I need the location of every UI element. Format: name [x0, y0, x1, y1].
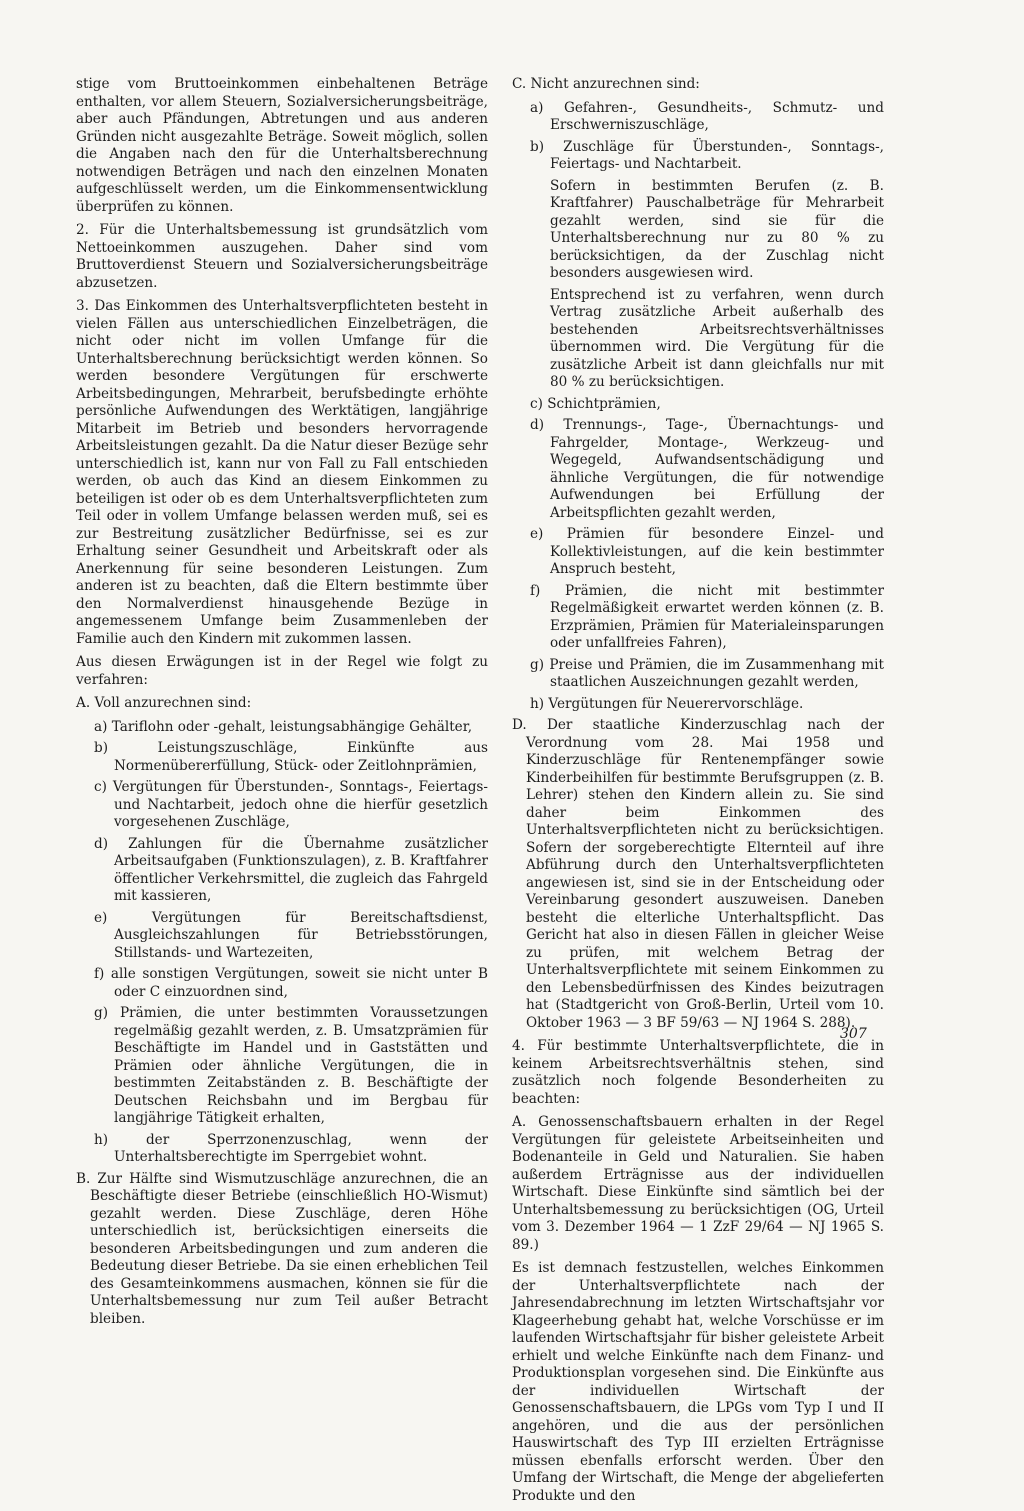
right-column-paragraph: Entsprechend ist zu verfahren, wenn durch Vertrag zusätzliche Arbeit außerhalb des bestehenden Arbeitsrechtsverhältnisses übernommen wird. Die Vergütung für die zusätzliche Arbeit ist dann gleichfalls nur mit 80 % zu berücksichtigen.: [550, 286, 884, 390]
left-column-paragraph: 3. Das Einkommen des Unterhaltsverpflichteten besteht in vielen Fällen aus unterschiedlichen Einzelbeträgen, die nicht oder nicht im vollen Umfange für die Unterhaltsberechnung berücksichtigt werden können. So werden besondere Vergütungen für erschwerte Arbeitsbedingungen, Mehrarbeit, berufsbedingte erhöhte persönliche Aufwendungen des Werktätigen, langjährige Mitarbeit im Betrieb und besonders hervorragende Arbeitsleistungen gezahlt. Da die Natur dieser Bezüge sehr unterschiedlich ist, kann nur von Fall zu Fall entschieden werden, ob auch das Kind an diesem Einkommen zu beteiligen ist oder ob es dem Unterhaltsverpflichteten zum Teil oder in vollem Umfange belassen werden muß, sei es zur Bestreitung zusätzlicher Bedürfnisse, sei es zur Erhaltung seiner Gesundheit und Arbeitskraft oder als Anerkennung für seine besonderen Leistungen. Zum anderen ist zu beachten, daß die Eltern bestimmte über den Normalverdienst hinausgehende Bezüge in angemessenem Umfange beim Zusammenleben der Familie auch den Kindern mit zukommen lassen.: [76, 298, 488, 647]
right-column-paragraph: b) Zuschläge für Überstunden-, Sonntags-, Feiertags- und Nachtarbeit.: [530, 138, 884, 172]
right-column-paragraph: C. Nicht anzurechnen sind:: [512, 76, 700, 92]
left-column-paragraph: A. Voll anzurechnen sind:: [76, 695, 252, 711]
right-column: [512, 76, 884, 1511]
left-column: [76, 76, 488, 1334]
page-number: 307: [840, 1026, 867, 1042]
left-column-paragraph: h) der Sperrzonenzuschlag, wenn der Unterhaltsberechtigte im Sperrgebiet wohnt.: [94, 1131, 488, 1165]
right-column-paragraph: A. Genossenschaftsbauern erhalten in der Regel Vergütungen für geleistete Arbeitseinheiten und Bodenanteile in Geld und Naturalien. Sie haben außerdem Erträgnisse aus der individuellen Wirtschaft. Diese Einkünfte sind sämtlich bei der Unterhaltsbemessung zu berücksichtigen (OG, Urteil vom 3. Dezember 1964 — 1 ZzF 29/64 — NJ 1965 S. 89.): [512, 1114, 884, 1253]
left-column-paragraph: c) Vergütungen für Überstunden-, Sonntags-, Feiertags- und Nachtarbeit, jedoch ohne die hierfür gesetzlich vorgesehenen Zuschläge,: [94, 779, 488, 830]
right-column-paragraph: f) Prämien, die nicht mit bestimmter Regelmäßigkeit erwartet werden können (z. B. Erzprämien, Prämien für Materialeinsparungen oder unfallfreies Fahren),: [530, 582, 884, 651]
right-column-paragraph: Sofern in bestimmten Berufen (z. B. Kraftfahrer) Pauschalbeträge für Mehrarbeit gezahlt werden, sind sie für die Unterhaltsberechnung nur zu 80 % zu berücksichtigen, da der Zuschlag nicht besonders ausgewiesen wird.: [550, 177, 884, 281]
right-column-paragraph: h) Vergütungen für Neuerervorschläge.: [530, 695, 804, 712]
left-column-paragraph: Aus diesen Erwägungen ist in der Regel wie folgt zu verfahren:: [76, 654, 488, 688]
left-column-paragraph: 2. Für die Unterhaltsbemessung ist grundsätzlich vom Nettoeinkommen auszugehen. Daher sind vom Bruttoverdienst Steuern und Sozialversicherungsbeiträge abzusetzen.: [76, 222, 488, 291]
right-column-paragraph: D. Der staatliche Kinderzuschlag nach der Verordnung vom 28. Mai 1958 und Kinderzuschläge für Rentenempfänger sowie Kinderbeihilfen für bestimmte Berufsgruppen (z. B. Lehrer) stehen den Kindern allein zu. Sie sind daher beim Einkommen des Unterhaltsverpflichteten nicht zu berücksichtigen. Sofern der sorgeberechtigte Elternteil auf ihre Abführung durch den Unterhaltsverpflichteten angewiesen ist, sind sie in der Entscheidung oder Vereinbarung gesondert auszuweisen. Daneben besteht die elterliche Unterhaltspflicht. Das Gericht hat also in diesen Fällen in gleicher Weise zu prüfen, mit welchem Betrag der Unterhaltsverpflichtete mit seinem Einkommen zu den Lebensbedürfnissen des Kindes beizutragen hat (Stadtgericht von Groß-Berlin, Urteil vom 10. Oktober 1963 — 3 BF 59/63 — NJ 1964 S. 288).: [512, 717, 884, 1031]
right-column-paragraph: d) Trennungs-, Tage-, Übernachtungs- und Fahrgelder, Montage-, Werkzeug- und Wegegeld, Aufwandsentschädigung und ähnliche Vergütungen, die für notwendige Aufwendungen bei Erfüllung der Arbeitspflichten gezahlt werden,: [530, 417, 884, 521]
left-column-paragraph: g) Prämien, die unter bestimmten Voraussetzungen regelmäßig gezahlt werden, z. B. Umsatzprämien für Beschäftigte im Handel und in Gaststätten und Prämien oder ähnliche Vergütungen, die in bestimmten Zeitabständen z. B. Beschäftigte der Deutschen Reichsbahn und im Bergbau für langjährige Tätigkeit erhalten,: [94, 1005, 488, 1126]
right-column-paragraph: g) Preise und Prämien, die im Zusammenhang mit staatlichen Auszeichnungen gezahlt werden,: [530, 656, 884, 690]
right-column-paragraph: 4. Für bestimmte Unterhaltsverpflichtete, die in keinem Arbeitsrechtsverhältnis stehen, sind zusätzlich noch folgende Besonderheiten zu beachten:: [512, 1038, 884, 1107]
left-column-paragraph: B. Zur Hälfte sind Wismutzuschläge anzurechnen, die an Beschäftigte dieser Betriebe (einschließlich HO-Wismut) gezahlt werden. Diese Zuschläge, deren Höhe unterschiedlich ist, berücksichtigen einerseits die besonderen Arbeitsbedingungen und zum anderen die Bedeutung dieser Betriebe. Da sie einen erheblichen Teil des Gesamteinkommens ausmachen, können sie für die Unterhaltsbemessung nur zum Teil außer Betracht bleiben.: [76, 1170, 488, 1327]
left-column-paragraph: e) Vergütungen für Bereitschaftsdienst, Ausgleichszahlungen für Betriebsstörungen, Stillstands- und Wartezeiten,: [94, 909, 488, 961]
right-column-paragraph: c) Schichtprämien,: [530, 395, 661, 412]
right-column-paragraph: e) Prämien für besondere Einzel- und Kollektivleistungen, auf die kein bestimmter Anspruch besteht,: [530, 526, 884, 577]
right-column-paragraph: Es ist demnach festzustellen, welches Einkommen der Unterhaltsverpflichtete nach der Jahresendabrechnung im letzten Wirtschaftsjahr vor Klageerhebung gehabt hat, welche Vorschüsse er im laufenden Wirtschaftsjahr für bisher geleistete Arbeit erhielt und welche Einkünfte nach dem Finanz- und Produktionsplan vorgesehen sind. Die Einkünfte aus der individuellen Wirtschaft der Genossenschaftsbauern, die LPGs vom Typ I und II angehören, und die aus der persönlichen Hauswirtschaft des Typ III erzielten Erträgnisse müssen ebenfalls erforscht werden. Über den Umfang der Wirtschaft, die Menge der abgelieferten Produkte und den: [512, 1260, 884, 1504]
left-column-paragraph: a) Tariflohn oder -gehalt, leistungsabhängige Gehälter,: [94, 718, 473, 735]
right-column-paragraph: a) Gefahren-, Gesundheits-, Schmutz- und Erschwerniszuschläge,: [530, 99, 884, 133]
left-column-paragraph: stige vom Bruttoeinkommen einbehaltenen Beträge enthalten, vor allem Steuern, Sozialversicherungsbeiträge, aber auch Pfändungen, Abtretungen und aus anderen Gründen nicht ausgezahlte Beträge. Soweit möglich, sollen die Angaben nach den für die Unterhaltsberechnung notwendigen Beträgen und nach den einzelnen Monaten aufgeschlüsselt werden, um die Einkommensentwicklung überprüfen zu können.: [76, 76, 488, 215]
left-column-paragraph: d) Zahlungen für die Übernahme zusätzlicher Arbeitsaufgaben (Funktionszulagen), z. B. Kraftfahrer öffentlicher Verkehrsmittel, die zugleich das Fahrgeld mit kassieren,: [94, 835, 488, 904]
left-column-paragraph: f) alle sonstigen Vergütungen, soweit sie nicht unter B oder C einzuordnen sind,: [94, 966, 488, 1000]
left-column-paragraph: b) Leistungszuschläge, Einkünfte aus Normenübererfüllung, Stück- oder Zeitlohnprämien,: [94, 740, 488, 774]
